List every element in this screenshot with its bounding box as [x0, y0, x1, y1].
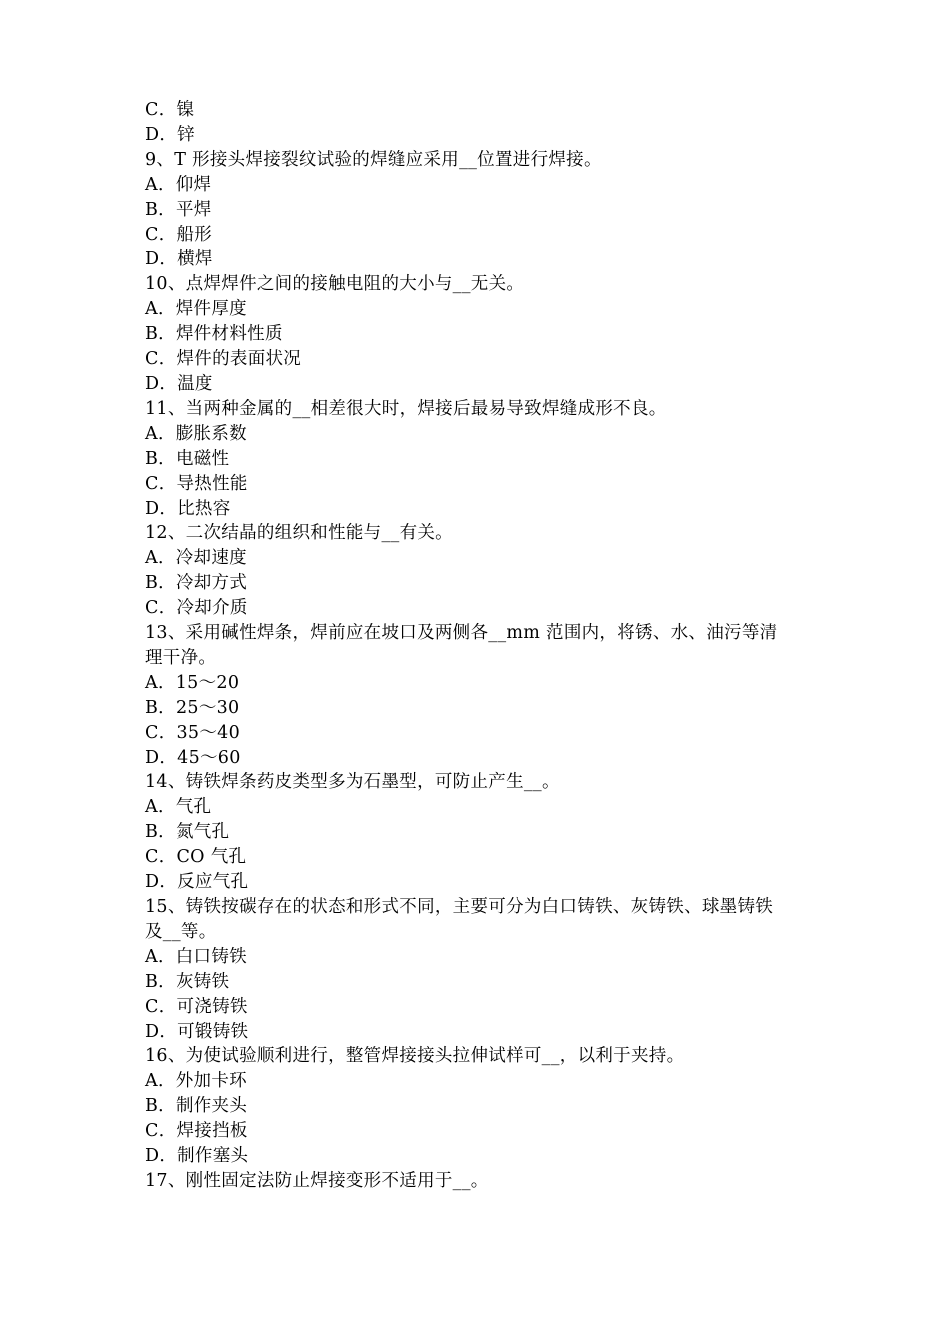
option-line: D．锌: [145, 124, 195, 145]
option-line: B．灰铸铁: [145, 971, 230, 992]
option-line: C．可浇铸铁: [145, 996, 248, 1017]
question-line: 12、二次结晶的组织和性能与__有关。: [145, 523, 453, 544]
option-line: B．氮气孔: [145, 822, 230, 843]
question-line: 16、为使试验顺利进行，整管焊接接头拉伸试样可__，以利于夹持。: [145, 1046, 685, 1067]
option-line: B．平焊: [145, 199, 212, 220]
option-line: D．比热容: [145, 498, 231, 519]
option-line: C．CO 气孔: [145, 847, 247, 868]
question-line: 14、铸铁焊条药皮类型多为石墨型，可防止产生__。: [145, 772, 560, 793]
option-line: D．温度: [145, 373, 213, 394]
option-line: A．焊件厚度: [145, 299, 247, 320]
option-line: C．冷却介质: [145, 598, 248, 619]
option-line: A．膨胀系数: [145, 423, 247, 444]
option-line: A．冷却速度: [145, 548, 247, 569]
option-line: C．焊接挡板: [145, 1121, 248, 1142]
option-line: D．制作塞头: [145, 1146, 249, 1167]
question-line-continued: 及__等。: [145, 921, 217, 942]
option-line: B．电磁性: [145, 448, 230, 469]
question-line-continued: 理干净。: [145, 647, 217, 668]
question-line: 9、T 形接头焊接裂纹试验的焊缝应采用__位置进行焊接。: [145, 149, 602, 170]
option-line: C．镍: [145, 100, 195, 120]
option-line: C．焊件的表面状况: [145, 349, 302, 370]
option-line: A．白口铸铁: [145, 946, 247, 967]
document-body: [145, 98, 825, 1194]
question-line: 15、铸铁按碳存在的状态和形式不同，主要可分为白口铸铁、灰铸铁、球墨铸铁: [145, 897, 774, 917]
option-line: C．35～40: [145, 722, 241, 743]
option-line: A．外加卡环: [145, 1071, 247, 1092]
option-line: D．可锻铸铁: [145, 1021, 249, 1042]
option-line: B．制作夹头: [145, 1096, 248, 1117]
option-line: A．气孔: [145, 797, 212, 818]
option-line: B．焊件材料性质: [145, 324, 283, 345]
option-line: D．反应气孔: [145, 872, 249, 893]
question-line: 10、点焊焊件之间的接触电阻的大小与__无关。: [145, 274, 525, 295]
option-line: D．45～60: [145, 747, 241, 768]
option-line: B．25～30: [145, 697, 240, 718]
question-line: 11、当两种金属的__相差很大时，焊接后最易导致焊缝成形不良。: [145, 398, 667, 419]
option-line: C．导热性能: [145, 473, 248, 494]
option-line: A．仰焊: [145, 174, 212, 195]
question-line: 17、刚性固定法防止焊接变形不适用于__。: [145, 1170, 489, 1191]
question-line: 13、采用碱性焊条，焊前应在坡口及两侧各__mm 范围内，将锈、水、油污等清: [145, 623, 778, 644]
option-line: C．船形: [145, 224, 213, 245]
option-line: B．冷却方式: [145, 573, 248, 594]
option-line: D．横焊: [145, 249, 213, 270]
option-line: A．15～20: [145, 672, 240, 693]
